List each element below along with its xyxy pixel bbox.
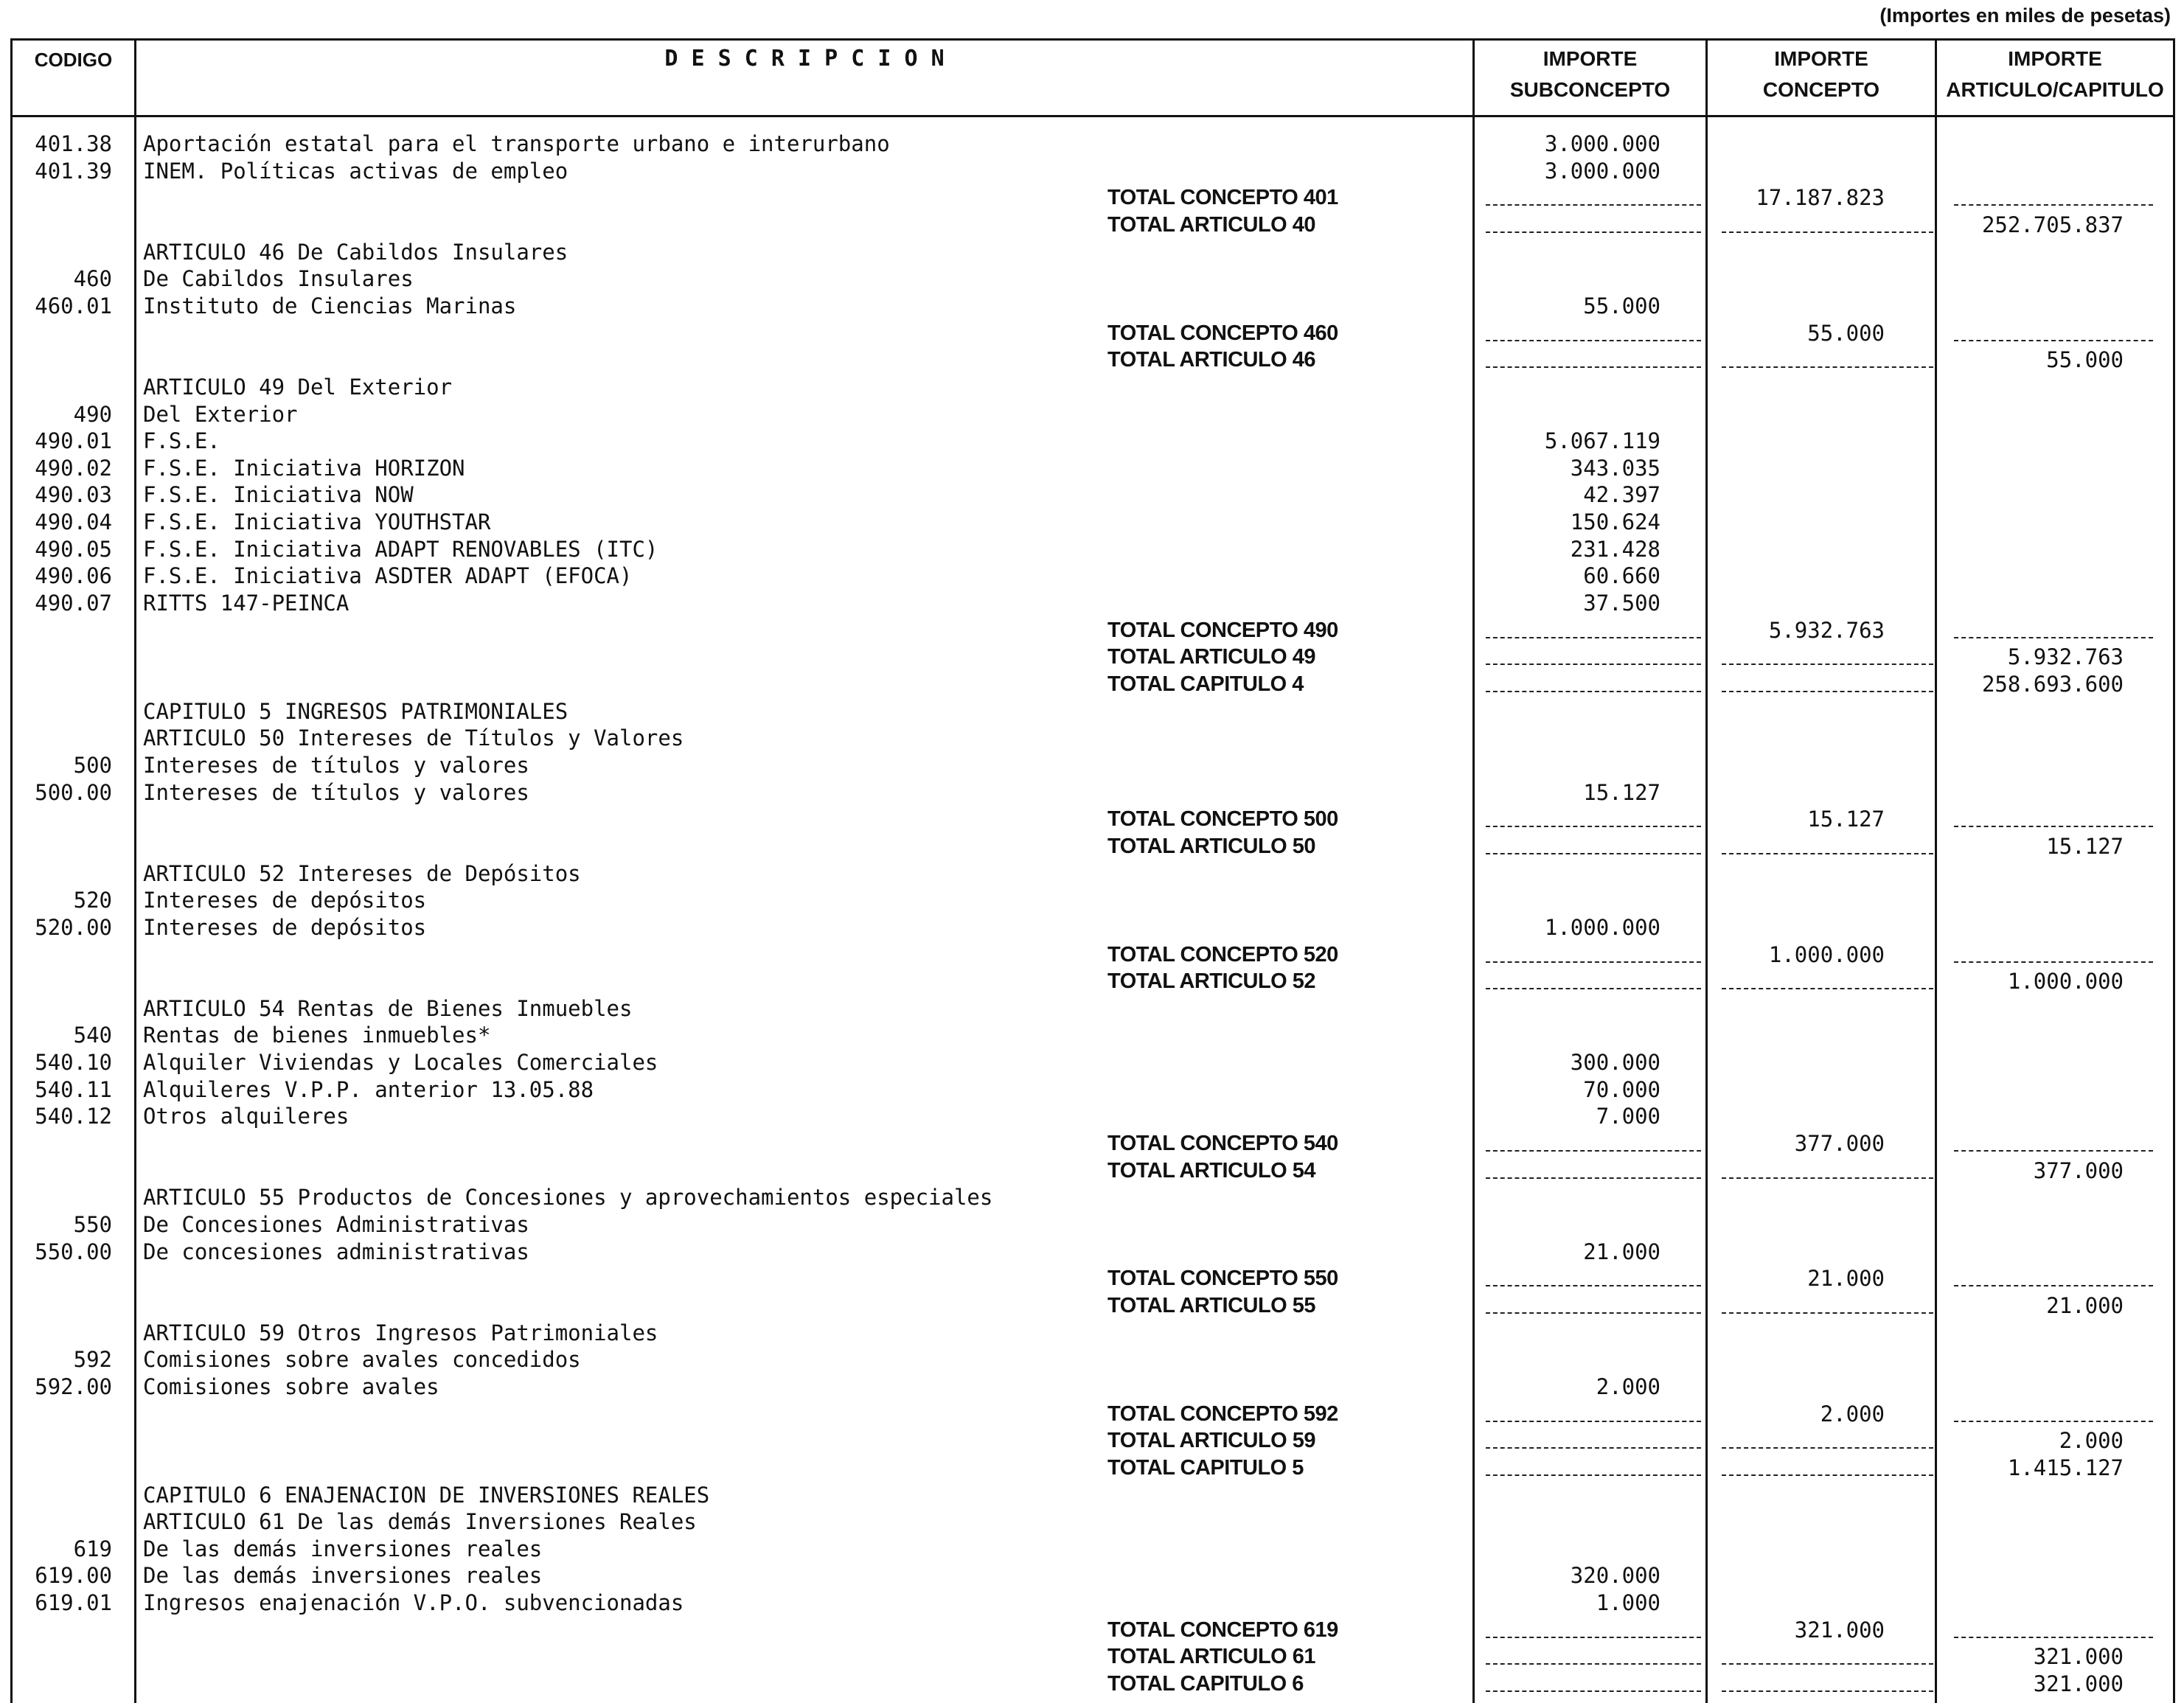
concepto-amount: 21.000 [1807,1266,1885,1292]
dashed-leader [1486,664,1701,665]
row-code: 540.10 [35,1050,112,1076]
table-row [0,536,2184,563]
leader-tick [1935,335,1937,346]
articulo-capitulo-amount: 1.000.000 [2007,969,2124,995]
dashed-leader [1486,1637,1701,1638]
row-description: CAPITULO 5 INGRESOS PATRIMONIALES [143,698,568,724]
table-row [0,698,2184,725]
total-row [0,806,2184,833]
dashed-leader [1486,366,1701,368]
dashed-leader [1722,1690,1933,1692]
subconcepto-amount: 320.000 [1570,1563,1660,1589]
header-descripcion: D E S C R I P C I O N [664,46,945,72]
concepto-amount: 15.127 [1807,807,1885,832]
row-description: Instituto de Ciencias Marinas [143,293,517,318]
total-row [0,184,2184,212]
subconcepto-amount: 60.660 [1583,563,1660,589]
dashed-leader [1486,1177,1701,1179]
dashed-leader [1486,961,1701,963]
row-code: 490.02 [35,455,112,481]
dashed-leader [1954,637,2153,638]
leader-tick [1705,1145,1708,1157]
table-row [0,130,2184,158]
subconcepto-amount: 70.000 [1583,1076,1660,1102]
articulo-capitulo-amount: 258.693.600 [1981,672,2124,697]
subconcepto-amount: 3.000.000 [1544,158,1660,184]
row-description: CAPITULO 6 ENAJENACION DE INVERSIONES REALES [143,1482,710,1508]
total-row [0,671,2184,698]
leader-tick [1935,1172,1937,1184]
row-description: ARTICULO 49 Del Exterior [143,374,453,400]
table-row [0,1346,2184,1373]
row-description: ARTICULO 59 Otros Ingresos Patrimoniales [143,1320,658,1345]
dashed-leader [1486,1150,1701,1152]
dashed-leader [1486,637,1701,638]
dashed-leader [1722,853,1933,854]
leader-tick [1935,956,1937,968]
total-row [0,1671,2184,1698]
total-row [0,644,2184,671]
table-row [0,1022,2184,1049]
leader-tick [1935,1469,1937,1481]
table-row [0,239,2184,266]
dashed-leader [1486,340,1701,341]
table-row [0,401,2184,428]
subconcepto-amount: 15.127 [1583,779,1660,805]
row-description: Intereses de títulos y valores [143,752,529,778]
total-label: TOTAL CAPITULO 4 [1107,672,1304,696]
leader-tick [1935,686,1937,697]
leader-tick [1935,1685,1937,1697]
subconcepto-amount: 1.000.000 [1544,914,1660,940]
articulo-capitulo-amount: 21.000 [2046,1292,2124,1318]
leader-tick [1935,1631,1937,1643]
leader-tick [1705,956,1708,968]
total-label: TOTAL ARTICULO 49 [1107,645,1316,669]
row-code: 460 [73,266,112,292]
row-code: 500.00 [35,779,112,805]
concepto-amount: 321.000 [1794,1617,1885,1643]
subconcepto-amount: 42.397 [1583,482,1660,508]
row-description: F.S.E. Iniciativa NOW [143,482,414,508]
table-row [0,860,2184,888]
total-label: TOTAL ARTICULO 50 [1107,834,1316,858]
row-description: F.S.E. Iniciativa ADAPT RENOVABLES (ITC) [143,536,658,562]
row-description: De Cabildos Insulares [143,266,414,292]
dashed-leader [1486,691,1701,692]
leader-tick [1705,1442,1708,1454]
table-row [0,995,2184,1023]
table-row [0,455,2184,482]
dashed-leader [1486,204,1701,206]
table-row [0,1589,2184,1617]
dashed-leader [1486,1285,1701,1286]
leader-tick [1935,632,1937,644]
dashed-leader [1722,1447,1933,1449]
leader-tick [1935,226,1937,238]
total-row [0,617,2184,644]
row-description: ARTICULO 46 De Cabildos Insulares [143,239,568,265]
subconcepto-amount: 5.067.119 [1544,428,1660,454]
total-row [0,320,2184,347]
dashed-leader [1486,231,1701,233]
leader-tick [1935,1280,1937,1292]
dashed-leader [1486,1312,1701,1314]
dashed-leader [1722,664,1933,665]
row-code: 490.01 [35,428,112,454]
row-code: 401.38 [35,131,112,156]
row-code: 592 [73,1347,112,1373]
leader-tick [1705,1658,1708,1670]
row-description: Rentas de bienes inmuebles* [143,1023,491,1048]
header-articulo-capitulo: ARTICULO/CAPITULO [1946,78,2164,101]
leader-tick [1935,1415,1937,1427]
leader-tick [1705,199,1708,211]
row-description: De las demás inversiones reales [143,1563,543,1589]
total-label: TOTAL ARTICULO 46 [1107,348,1316,372]
row-code: 401.39 [35,158,112,184]
dashed-leader [1954,826,2153,827]
header-importe-articulo: IMPORTE [2008,47,2102,70]
dashed-leader [1486,1421,1701,1422]
table-row [0,914,2184,941]
dashed-leader [1722,691,1933,692]
total-label: TOTAL CONCEPTO 490 [1107,618,1338,642]
row-description: Aportación estatal para el transporte urbano e interurbano [143,131,890,156]
dashed-leader [1486,1663,1701,1665]
subconcepto-amount: 37.500 [1583,591,1660,616]
leader-tick [1935,1307,1937,1319]
table-row [0,1320,2184,1347]
dashed-leader [1954,1285,2153,1286]
leader-tick [1705,632,1708,644]
concepto-amount: 5.932.763 [1768,617,1885,643]
dashed-leader [1486,1474,1701,1476]
subconcepto-amount: 300.000 [1570,1050,1660,1076]
table-row [0,1482,2184,1509]
dashed-leader [1486,853,1701,854]
leader-tick [1705,658,1708,670]
dashed-leader [1954,204,2153,206]
subconcepto-amount: 1.000 [1596,1590,1660,1616]
subconcepto-amount: 21.000 [1583,1239,1660,1264]
dashed-leader [1722,1474,1933,1476]
row-code: 619.00 [35,1563,112,1589]
table-row [0,1536,2184,1563]
total-row [0,346,2184,374]
total-label: TOTAL ARTICULO 52 [1107,969,1316,994]
row-description: ARTICULO 50 Intereses de Títulos y Valores [143,725,684,751]
row-code: 520 [73,888,112,913]
leader-tick [1705,1280,1708,1292]
table-row [0,590,2184,617]
row-description: ARTICULO 61 De las demás Inversiones Reales [143,1509,697,1535]
header-codigo: CODIGO [34,49,113,71]
leader-tick [1935,1442,1937,1454]
dashed-leader [1722,366,1933,368]
dashed-leader [1486,1447,1701,1449]
row-description: F.S.E. Iniciativa HORIZON [143,455,465,481]
row-description: F.S.E. Iniciativa YOUTHSTAR [143,509,491,535]
total-row [0,968,2184,995]
total-label: TOTAL CONCEPTO 460 [1107,321,1338,345]
dashed-leader [1486,988,1701,989]
articulo-capitulo-amount: 5.932.763 [2007,644,2124,670]
header-bottom-border [10,115,2175,117]
leader-tick [1705,686,1708,697]
total-label: TOTAL CONCEPTO 520 [1107,942,1338,967]
articulo-capitulo-amount: 55.000 [2046,347,2124,373]
dashed-leader [1722,1663,1933,1665]
row-description: Ingresos enajenación V.P.O. subvencionadas [143,1590,684,1616]
total-row [0,833,2184,860]
row-description: Intereses de depósitos [143,914,427,940]
row-code: 520.00 [35,914,112,940]
total-label: TOTAL CONCEPTO 592 [1107,1401,1338,1426]
leader-tick [1935,658,1937,670]
leader-tick [1705,1631,1708,1643]
row-code: 490.05 [35,536,112,562]
leader-tick [1705,983,1708,995]
table-row [0,887,2184,914]
concepto-amount: 1.000.000 [1768,941,1885,967]
row-description: Del Exterior [143,401,298,427]
header-importe-subconcepto: IMPORTE [1543,47,1638,70]
row-description: Comisiones sobre avales concedidos [143,1347,581,1373]
row-description: Intereses de depósitos [143,888,427,913]
leader-tick [1935,821,1937,832]
total-label: TOTAL ARTICULO 55 [1107,1293,1316,1317]
row-description: RITTS 147-PEINCA [143,591,349,616]
amounts-unit-note: (Importes en miles de pesetas) [1879,4,2171,27]
leader-tick [1705,1415,1708,1427]
leader-tick [1705,1307,1708,1319]
table-row [0,779,2184,807]
subconcepto-amount: 55.000 [1583,293,1660,318]
dashed-leader [1722,231,1933,233]
concepto-amount: 377.000 [1794,1131,1885,1157]
table-row [0,563,2184,590]
dashed-leader [1954,1421,2153,1422]
total-row [0,1292,2184,1320]
total-label: TOTAL CONCEPTO 401 [1107,186,1338,210]
row-code: 550 [73,1212,112,1237]
concepto-amount: 17.187.823 [1756,185,1885,211]
row-description: Otros alquileres [143,1104,349,1129]
table-row [0,509,2184,536]
articulo-capitulo-amount: 2.000 [2059,1428,2124,1454]
total-row [0,212,2184,239]
articulo-capitulo-amount: 321.000 [2033,1644,2124,1670]
header-importe-concepto: IMPORTE [1774,47,1868,70]
table-row [0,293,2184,320]
table-row [0,1049,2184,1076]
table-row [0,374,2184,401]
table-row [0,1076,2184,1104]
subconcepto-amount: 7.000 [1596,1104,1660,1129]
row-description: De Concesiones Administrativas [143,1212,529,1237]
dashed-leader [1954,1150,2153,1152]
table-row [0,158,2184,185]
leader-tick [1935,848,1937,860]
articulo-capitulo-amount: 252.705.837 [1981,212,2124,237]
row-code: 540.12 [35,1104,112,1129]
row-description: F.S.E. Iniciativa ASDTER ADAPT (EFOCA) [143,563,633,589]
leader-tick [1705,1685,1708,1697]
row-description: Intereses de títulos y valores [143,779,529,805]
dashed-leader [1486,1690,1701,1692]
row-code: 460.01 [35,293,112,318]
total-label: TOTAL CONCEPTO 550 [1107,1267,1338,1291]
dashed-leader [1486,826,1701,827]
leader-tick [1705,821,1708,832]
leader-tick [1935,1145,1937,1157]
total-row [0,1427,2184,1455]
table-row [0,1239,2184,1266]
leader-tick [1935,1658,1937,1670]
leader-tick [1705,1172,1708,1184]
dashed-leader [1722,1177,1933,1179]
dashed-leader [1954,1637,2153,1638]
table-top-border [10,38,2175,41]
row-description: Alquileres V.P.P. anterior 13.05.88 [143,1076,594,1102]
subconcepto-amount: 150.624 [1570,509,1660,535]
total-label: TOTAL ARTICULO 59 [1107,1429,1316,1453]
header-concepto: CONCEPTO [1762,78,1880,101]
row-code: 540 [73,1023,112,1048]
table-row [0,1373,2184,1401]
total-label: TOTAL CAPITULO 5 [1107,1455,1304,1480]
header-subconcepto: SUBCONCEPTO [1509,78,1671,101]
total-row [0,1401,2184,1428]
leader-tick [1935,983,1937,995]
row-code: 540.11 [35,1076,112,1102]
dashed-leader [1954,340,2153,341]
row-description: ARTICULO 54 Rentas de Bienes Inmuebles [143,995,633,1021]
total-label: TOTAL CONCEPTO 619 [1107,1617,1338,1642]
leader-tick [1705,848,1708,860]
concepto-amount: 2.000 [1820,1401,1885,1427]
row-code: 490.07 [35,591,112,616]
table-row [0,1562,2184,1589]
total-label: TOTAL ARTICULO 54 [1107,1158,1316,1183]
row-description: De las demás inversiones reales [143,1536,543,1561]
table-row [0,428,2184,455]
table-row [0,1103,2184,1130]
total-label: TOTAL ARTICULO 61 [1107,1645,1316,1669]
table-row [0,1211,2184,1239]
leader-tick [1705,361,1708,373]
row-code: 490.04 [35,509,112,535]
row-code: 490.03 [35,482,112,508]
leader-tick [1935,199,1937,211]
articulo-capitulo-amount: 15.127 [2046,833,2124,859]
table-row [0,265,2184,293]
leader-tick [1705,1469,1708,1481]
row-code: 500 [73,752,112,778]
row-code: 592.00 [35,1373,112,1399]
row-description: De concesiones administrativas [143,1239,529,1264]
total-row [0,941,2184,969]
subconcepto-amount: 3.000.000 [1544,131,1660,156]
total-row [0,1617,2184,1644]
row-description: Comisiones sobre avales [143,1373,439,1399]
table-row [0,725,2184,752]
row-description: INEM. Políticas activas de empleo [143,158,568,184]
table-row [0,1508,2184,1536]
total-row [0,1130,2184,1157]
table-row [0,752,2184,779]
row-description: ARTICULO 55 Productos de Concesiones y aprovechamientos especiales [143,1185,993,1211]
dashed-leader [1722,1312,1933,1314]
articulo-capitulo-amount: 1.415.127 [2007,1455,2124,1480]
row-code: 619 [73,1536,112,1561]
row-code: 619.01 [35,1590,112,1616]
total-label: TOTAL CONCEPTO 500 [1107,807,1338,832]
subconcepto-amount: 2.000 [1596,1373,1660,1399]
total-label: TOTAL ARTICULO 40 [1107,212,1316,237]
total-label: TOTAL CAPITULO 6 [1107,1672,1304,1696]
leader-tick [1705,335,1708,346]
subconcepto-amount: 343.035 [1570,455,1660,481]
table-row [0,1184,2184,1211]
total-label: TOTAL CONCEPTO 540 [1107,1132,1338,1156]
dashed-leader [1722,988,1933,989]
total-row [0,1455,2184,1482]
row-description: Alquiler Viviendas y Locales Comerciales [143,1050,658,1076]
total-row [0,1265,2184,1292]
row-code: 490 [73,401,112,427]
subconcepto-amount: 231.428 [1570,536,1660,562]
table-row [0,481,2184,509]
total-row [0,1157,2184,1185]
concepto-amount: 55.000 [1807,320,1885,346]
leader-tick [1935,361,1937,373]
total-row [0,1643,2184,1671]
dashed-leader [1954,961,2153,963]
articulo-capitulo-amount: 377.000 [2033,1157,2124,1183]
row-description: ARTICULO 52 Intereses de Depósitos [143,860,581,886]
leader-tick [1705,226,1708,238]
row-description: F.S.E. [143,428,220,454]
articulo-capitulo-amount: 321.000 [2033,1671,2124,1697]
row-code: 490.06 [35,563,112,589]
row-code: 550.00 [35,1239,112,1264]
